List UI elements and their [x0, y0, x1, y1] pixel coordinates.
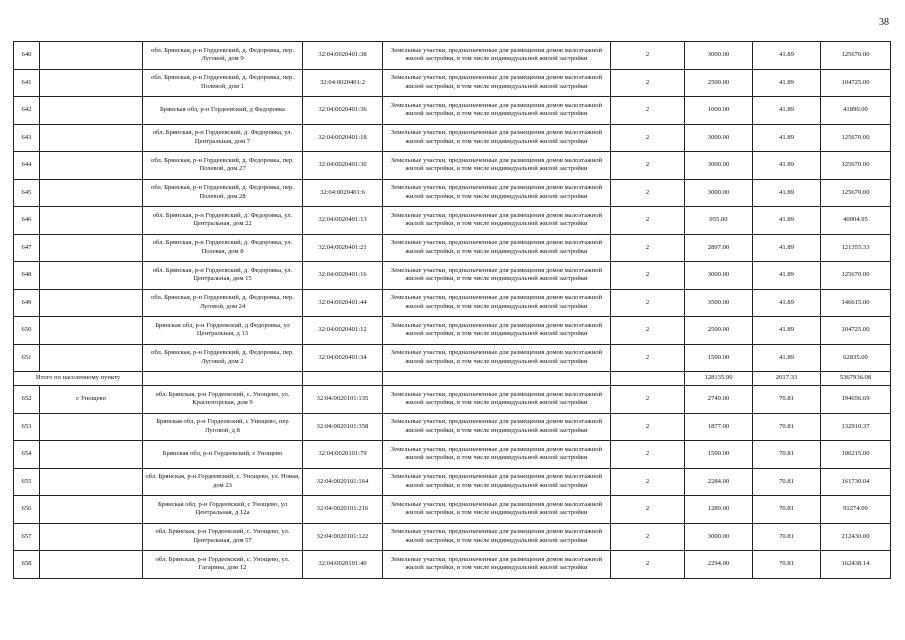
table-row — [14, 386, 891, 414]
cell-permitted-use: Земельные участки, предназначенные для размещения домов малоэтажной жилой застройки, в том числе индивидуальной жилой застройки — [383, 468, 611, 496]
cell-settlement-name — [40, 207, 143, 235]
cell-settlement-name — [40, 413, 143, 441]
cell-settlement-name — [40, 468, 143, 496]
cell-row-number: 645 — [14, 179, 40, 207]
cell-cadastral-number: 32:04:0020401:16 — [303, 262, 383, 290]
cell-address: Брянская обл, р-н Гордеевский, д Федоровка — [143, 97, 303, 125]
cell-group-number: 2 — [611, 344, 685, 372]
cell-group-number: 2 — [611, 42, 685, 70]
cell-group-number: 2 — [611, 179, 685, 207]
cell-cadastral-value: 132910.37 — [821, 413, 891, 441]
cell-row-number: 644 — [14, 152, 40, 180]
land-plots-table — [13, 41, 891, 579]
cell-cadastral-value: 125670.00 — [821, 124, 891, 152]
table-row — [14, 69, 891, 97]
cell-specific-value: 41.89 — [753, 179, 821, 207]
cell-settlement-name — [40, 317, 143, 345]
table-row — [14, 496, 891, 524]
cell-permitted-use: Земельные участки, предназначенные для размещения домов малоэтажной жилой застройки, в том числе индивидуальной жилой застройки — [383, 97, 611, 125]
cell-address: обл. Брянская, р-н Гордеевский, с. Унощево, ул. Красногорская, дом 9 — [143, 386, 303, 414]
cell-group-number: 2 — [611, 468, 685, 496]
cell-settlement-name — [40, 69, 143, 97]
cell-cadastral-number: 32:04:0020101:216 — [303, 496, 383, 524]
cell-settlement-name — [40, 496, 143, 524]
cell-row-number: 654 — [14, 441, 40, 469]
cell-row-number: 652 — [14, 386, 40, 414]
cell-specific-value: 70.81 — [753, 386, 821, 414]
subtotal-value: 5367936.08 — [821, 372, 891, 386]
cell-group-number: 2 — [611, 207, 685, 235]
cell-area: 1877.00 — [685, 413, 753, 441]
cell-group-number: 2 — [611, 234, 685, 262]
cell-specific-value: 70.81 — [753, 523, 821, 551]
subtotal-empty-cadastral — [303, 372, 383, 386]
table-row — [14, 234, 891, 262]
cell-cadastral-value: 41890.00 — [821, 97, 891, 125]
cell-address: Брянская обл, р-н Гордеевский, с Унощево, ул Центральная, д 12а — [143, 496, 303, 524]
cell-area: 1500.00 — [685, 344, 753, 372]
subtotal-label: Итого по населенному пункту — [14, 372, 143, 386]
cell-group-number: 2 — [611, 97, 685, 125]
cell-cadastral-value: 161730.04 — [821, 468, 891, 496]
cell-row-number: 640 — [14, 42, 40, 70]
cell-group-number: 2 — [611, 386, 685, 414]
cell-permitted-use: Земельные участки, предназначенные для размещения домов малоэтажной жилой застройки, в том числе индивидуальной жилой застройки — [383, 523, 611, 551]
table-row — [14, 124, 891, 152]
cell-cadastral-value: 212430.00 — [821, 523, 891, 551]
cell-row-number: 656 — [14, 496, 40, 524]
cell-address: обл. Брянская, р-н Гордеевский, д. Федоровка, пер. Полевой, дом 28 — [143, 179, 303, 207]
cell-settlement-name — [40, 179, 143, 207]
table-row — [14, 441, 891, 469]
cell-permitted-use: Земельные участки, предназначенные для размещения домов малоэтажной жилой застройки, в том числе индивидуальной жилой застройки — [383, 386, 611, 414]
cell-row-number: 655 — [14, 468, 40, 496]
table-row — [14, 97, 891, 125]
table-row — [14, 289, 891, 317]
subtotal-section — [14, 372, 891, 386]
cell-group-number: 2 — [611, 523, 685, 551]
cell-address: обл. Брянская, р-н Гордеевский, д. Федоровка, пер. Полевой, дом 27 — [143, 152, 303, 180]
cell-specific-value: 41.89 — [753, 344, 821, 372]
cell-specific-value: 41.89 — [753, 234, 821, 262]
cell-permitted-use: Земельные участки, предназначенные для размещения домов малоэтажной жилой застройки, в том числе индивидуальной жилой застройки — [383, 152, 611, 180]
table-row — [14, 523, 891, 551]
cell-specific-value: 41.89 — [753, 207, 821, 235]
cell-row-number: 642 — [14, 97, 40, 125]
cell-area: 1000.00 — [685, 97, 753, 125]
cell-cadastral-value: 125670.00 — [821, 262, 891, 290]
cell-group-number: 2 — [611, 441, 685, 469]
cell-specific-value: 41.89 — [753, 317, 821, 345]
cell-row-number: 653 — [14, 413, 40, 441]
cell-cadastral-value: 40004.95 — [821, 207, 891, 235]
cell-permitted-use: Земельные участки, предназначенные для размещения домов малоэтажной жилой застройки, в том числе индивидуальной жилой застройки — [383, 496, 611, 524]
cell-settlement-name — [40, 124, 143, 152]
cell-cadastral-number: 32:04:0020101:164 — [303, 468, 383, 496]
cell-address: обл. Брянская, р-н Гордеевский, д. Федоровка, ул. Центральная, дом 7 — [143, 124, 303, 152]
cell-cadastral-value: 104725.00 — [821, 317, 891, 345]
cell-group-number: 2 — [611, 413, 685, 441]
cell-permitted-use: Земельные участки, предназначенные для размещения домов малоэтажной жилой застройки, в том числе индивидуальной жилой застройки — [383, 207, 611, 235]
cell-row-number: 643 — [14, 124, 40, 152]
table-row — [14, 152, 891, 180]
table-row — [14, 344, 891, 372]
cell-address: обл. Брянская, р-н Гордеевский, с. Унощево, ул. Новая, дом 23 — [143, 468, 303, 496]
cell-cadastral-number: 32:04:0020401:38 — [303, 42, 383, 70]
cell-group-number: 2 — [611, 69, 685, 97]
cell-settlement-name — [40, 344, 143, 372]
cell-address: Брянская обл, р-н Гордеевский, с Унощево, пер Луговой, д 8 — [143, 413, 303, 441]
cell-area: 2897.00 — [685, 234, 753, 262]
cell-area: 3000.00 — [685, 523, 753, 551]
cell-address: обл. Брянская, р-н Гордеевский, д. Федоровка, ул. Центральная, дом 15 — [143, 262, 303, 290]
cell-cadastral-number: 32:04:0020401:6 — [303, 179, 383, 207]
cell-specific-value: 41.89 — [753, 42, 821, 70]
cell-permitted-use: Земельные участки, предназначенные для размещения домов малоэтажной жилой застройки, в том числе индивидуальной жилой застройки — [383, 124, 611, 152]
cell-group-number: 2 — [611, 262, 685, 290]
cell-row-number: 648 — [14, 262, 40, 290]
subtotal-rate: 2017.33 — [753, 372, 821, 386]
cell-cadastral-number: 32:04:0020401:12 — [303, 317, 383, 345]
cell-address: обл. Брянская, р-н Гордеевский, д. Федоровка, пер. Луговой, дом 2 — [143, 344, 303, 372]
cell-group-number: 2 — [611, 551, 685, 579]
cell-area: 1500.00 — [685, 441, 753, 469]
table-row — [14, 468, 891, 496]
cell-area: 1289.00 — [685, 496, 753, 524]
cell-specific-value: 70.81 — [753, 468, 821, 496]
subtotal-empty-group — [611, 372, 685, 386]
cell-settlement-name — [40, 551, 143, 579]
cell-specific-value: 70.81 — [753, 551, 821, 579]
rows-before-subtotal — [14, 42, 891, 372]
cell-area: 2500.00 — [685, 69, 753, 97]
page-number: 38 — [879, 17, 889, 28]
cell-cadastral-number: 32:04:0020101:122 — [303, 523, 383, 551]
cell-cadastral-value: 106215.00 — [821, 441, 891, 469]
cell-cadastral-value: 125670.00 — [821, 152, 891, 180]
cell-settlement-name: с Унощево — [40, 386, 143, 414]
cell-row-number: 658 — [14, 551, 40, 579]
cell-cadastral-number: 32:04:0020401:13 — [303, 207, 383, 235]
subtotal-area: 128135.90 — [685, 372, 753, 386]
cell-settlement-name — [40, 441, 143, 469]
cell-cadastral-value: 194656.69 — [821, 386, 891, 414]
cell-row-number: 647 — [14, 234, 40, 262]
table-row — [14, 317, 891, 345]
cell-area: 3000.00 — [685, 262, 753, 290]
table-row — [14, 262, 891, 290]
cell-permitted-use: Земельные участки, предназначенные для размещения домов малоэтажной жилой застройки, в том числе индивидуальной жилой застройки — [383, 42, 611, 70]
table-row — [14, 207, 891, 235]
cell-settlement-name — [40, 42, 143, 70]
cell-group-number: 2 — [611, 289, 685, 317]
cell-permitted-use: Земельные участки, предназначенные для размещения домов малоэтажной жилой застройки, в том числе индивидуальной жилой застройки — [383, 262, 611, 290]
cell-cadastral-value: 146615.00 — [821, 289, 891, 317]
table-row — [14, 179, 891, 207]
subtotal-row — [14, 372, 891, 386]
cell-permitted-use: Земельные участки, предназначенные для размещения домов малоэтажной жилой застройки, в том числе индивидуальной жилой застройки — [383, 441, 611, 469]
cell-specific-value: 70.81 — [753, 441, 821, 469]
cell-settlement-name — [40, 97, 143, 125]
cell-specific-value: 41.89 — [753, 124, 821, 152]
cell-area: 2294.00 — [685, 551, 753, 579]
cell-address: Брянская обл, р-н Гордеевский, с Унощево — [143, 441, 303, 469]
cell-cadastral-number: 32:04:0020401:34 — [303, 344, 383, 372]
cell-row-number: 650 — [14, 317, 40, 345]
cell-specific-value: 70.81 — [753, 413, 821, 441]
cell-cadastral-number: 32:04:0020101:40 — [303, 551, 383, 579]
cell-cadastral-number: 32:04:0020101:358 — [303, 413, 383, 441]
cell-cadastral-number: 32:04:0020401:44 — [303, 289, 383, 317]
cell-permitted-use: Земельные участки, предназначенные для размещения домов малоэтажной жилой застройки, в том числе индивидуальной жилой застройки — [383, 289, 611, 317]
cell-cadastral-number: 32:04:0020101:79 — [303, 441, 383, 469]
cell-settlement-name — [40, 523, 143, 551]
cell-cadastral-value: 91274.09 — [821, 496, 891, 524]
cell-cadastral-number: 32:04:0020101:135 — [303, 386, 383, 414]
cell-group-number: 2 — [611, 496, 685, 524]
cell-address: обл. Брянская, р-н Гордеевский, с. Унощево, ул. Гагарина, дом 12 — [143, 551, 303, 579]
cell-area: 3000.00 — [685, 179, 753, 207]
cell-area: 2749.00 — [685, 386, 753, 414]
cell-area: 3500.00 — [685, 289, 753, 317]
cell-row-number: 651 — [14, 344, 40, 372]
cell-settlement-name — [40, 262, 143, 290]
cell-address: обл. Брянская, р-н Гордеевский, д. Федоровка, пер. Луговой, дом 24 — [143, 289, 303, 317]
cell-specific-value: 41.89 — [753, 262, 821, 290]
cell-cadastral-number: 32:04:0020401:2 — [303, 69, 383, 97]
cell-area: 2500.00 — [685, 317, 753, 345]
cell-cadastral-value: 162438.14 — [821, 551, 891, 579]
cell-cadastral-number: 32:04:0020401:30 — [303, 152, 383, 180]
cell-area: 3000.00 — [685, 42, 753, 70]
cell-permitted-use: Земельные участки, предназначенные для размещения домов малоэтажной жилой застройки, в том числе индивидуальной жилой застройки — [383, 234, 611, 262]
table-row — [14, 42, 891, 70]
cell-address: обл. Брянская, р-н Гордеевский, д. Федоровка, ул. Центральная, дом 22 — [143, 207, 303, 235]
cell-settlement-name — [40, 152, 143, 180]
cell-settlement-name — [40, 289, 143, 317]
table-row — [14, 551, 891, 579]
cell-specific-value: 41.89 — [753, 152, 821, 180]
cell-row-number: 657 — [14, 523, 40, 551]
cell-cadastral-number: 32:04:0020401:36 — [303, 97, 383, 125]
cell-cadastral-number: 32:04:0020401:21 — [303, 234, 383, 262]
cell-cadastral-value: 104725.00 — [821, 69, 891, 97]
cell-address: Брянская обл, р-н Гордеевский, д Федоровка, ул Центральная, д 13 — [143, 317, 303, 345]
cell-group-number: 2 — [611, 124, 685, 152]
rows-after-subtotal — [14, 386, 891, 579]
cell-address: обл. Брянская, р-н Гордеевский, д. Федоровка, ул. Полевая, дом 8 — [143, 234, 303, 262]
cell-specific-value: 41.89 — [753, 289, 821, 317]
cell-settlement-name — [40, 234, 143, 262]
cell-permitted-use: Земельные участки, предназначенные для размещения домов малоэтажной жилой застройки, в том числе индивидуальной жилой застройки — [383, 69, 611, 97]
cell-specific-value: 41.89 — [753, 69, 821, 97]
cell-permitted-use: Земельные участки, предназначенные для размещения домов малоэтажной жилой застройки, в том числе индивидуальной жилой застройки — [383, 413, 611, 441]
cell-permitted-use: Земельные участки, предназначенные для размещения домов малоэтажной жилой застройки, в том числе индивидуальной жилой застройки — [383, 551, 611, 579]
cell-permitted-use: Земельные участки, предназначенные для размещения домов малоэтажной жилой застройки, в том числе индивидуальной жилой застройки — [383, 179, 611, 207]
cell-cadastral-value: 125670.00 — [821, 42, 891, 70]
cell-cadastral-value: 62835.00 — [821, 344, 891, 372]
cell-area: 955.00 — [685, 207, 753, 235]
cell-row-number: 641 — [14, 69, 40, 97]
subtotal-empty-address — [143, 372, 303, 386]
cell-specific-value: 41.89 — [753, 97, 821, 125]
cell-specific-value: 70.81 — [753, 496, 821, 524]
cell-row-number: 649 — [14, 289, 40, 317]
cell-address: обл. Брянская, р-н Гордеевский, д. Федоровка, пер. Луговой, дом 9 — [143, 42, 303, 70]
cell-area: 2284.00 — [685, 468, 753, 496]
cell-permitted-use: Земельные участки, предназначенные для размещения домов малоэтажной жилой застройки, в том числе индивидуальной жилой застройки — [383, 317, 611, 345]
cell-row-number: 646 — [14, 207, 40, 235]
cell-permitted-use: Земельные участки, предназначенные для размещения домов малоэтажной жилой застройки, в том числе индивидуальной жилой застройки — [383, 344, 611, 372]
table-row — [14, 413, 891, 441]
cell-cadastral-number: 32:04:0020401:18 — [303, 124, 383, 152]
cell-group-number: 2 — [611, 152, 685, 180]
cell-address: обл. Брянская, р-н Гордеевский, д. Федоровка, пер. Полевой, дом 1 — [143, 69, 303, 97]
cell-cadastral-value: 121355.33 — [821, 234, 891, 262]
cell-area: 3000.00 — [685, 124, 753, 152]
cell-cadastral-value: 125670.00 — [821, 179, 891, 207]
cell-address: обл. Брянская, р-н Гордеевский, с. Унощево, ул. Центральная, дом 57 — [143, 523, 303, 551]
subtotal-empty-use — [383, 372, 611, 386]
cell-area: 3000.00 — [685, 152, 753, 180]
cell-group-number: 2 — [611, 317, 685, 345]
